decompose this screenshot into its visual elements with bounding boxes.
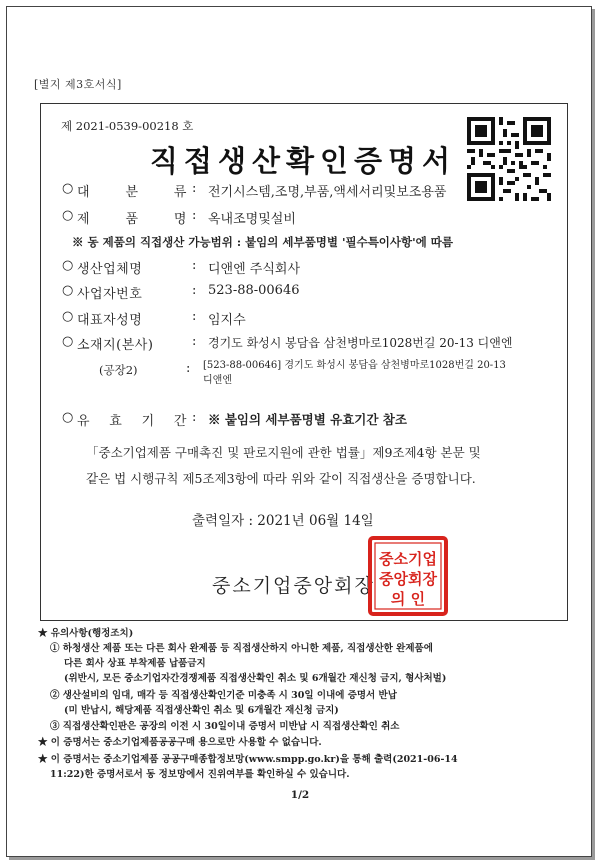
validity-value: ※ 붙임의 세부품명별 유효기간 참조 — [208, 412, 407, 427]
bullet: ○ — [62, 258, 74, 273]
document-title: 직접생산확인증명서 — [149, 144, 457, 178]
note-line: 다른 회사 상표 부착제품 납품금지 — [64, 658, 206, 669]
ceo-value: 임지수 — [208, 313, 246, 328]
company-value: 디앤엔 주식회사 — [208, 262, 301, 277]
category-value: 전기시스템,조명,부품,액세서리및보조용품 — [208, 185, 447, 200]
issuer-name: 중소기업중앙회장 — [212, 575, 375, 597]
note-line: ③ 직접생산확인판은 공장의 이전 시 30일이내 증명서 미반납 시 직접생산확인 취소 — [50, 721, 400, 732]
bullet: ○ — [62, 334, 74, 349]
colon: : — [192, 334, 197, 349]
certification-text-line2: 같은 법 시행규칙 제5조제3항에 따라 위와 같이 직접생산을 증명합니다. — [86, 471, 476, 486]
note-line: (위반시, 모든 중소기업자간경쟁제품 직접생산확인 취소 및 6개월간 재신청 금지, 형사처벌) — [64, 673, 447, 684]
factory-label: (공장2) — [99, 363, 138, 377]
business-number-value: 523-88-00646 — [208, 283, 300, 298]
product-label: 제 품 명 — [77, 212, 187, 227]
note-line: (미 반납시, 해당제품 직접생산확인 취소 및 6개월간 재신청 금지) — [64, 705, 339, 716]
bullet: ○ — [62, 309, 74, 324]
scope-note: ※ 동 제품의 직접생산 가능범위 : 붙임의 세부품명별 '필수특이사항'에 따름 — [72, 235, 453, 249]
form-label: [별지 제3호서식] — [34, 78, 122, 91]
company-label: 생산업체명 — [77, 262, 143, 277]
bullet: ○ — [62, 208, 74, 223]
notes-heading: ★ 유의사항(행정조치) — [38, 628, 134, 639]
note-line: ① 하청생산 제품 또는 다른 회사 완제품 등 직접생산하지 아니한 제품, 직접생산한 완제품에 — [50, 643, 433, 654]
colon: : — [192, 208, 197, 223]
certificate-number: 제 2021-0539-00218 호 — [61, 119, 194, 133]
note-line: 11:22)한 증명서로서 동 정보망에서 진위여부를 확인하실 수 있습니다. — [50, 769, 350, 780]
note-line: ★ 이 증명서는 중소기업제품 공공구매종합정보망(www.smpp.go.kr)을 통해 출력(2021-06-14 — [38, 754, 458, 765]
seal-text-line2: 중앙회장 — [379, 570, 437, 588]
note-line: ★ 이 증명서는 중소기업제품공공구매 용으로만 사용할 수 없습니다. — [38, 737, 322, 748]
seal-text-line3: 의 인 — [390, 590, 426, 608]
bullet: ○ — [62, 181, 74, 196]
category-label: 대 분 류 — [77, 185, 187, 200]
page-number: 1/2 — [290, 789, 310, 801]
hq-value: 경기도 화성시 봉담읍 삼천병마로1028번길 20-13 디앤엔 — [208, 336, 513, 350]
ceo-label: 대표자성명 — [77, 313, 143, 328]
factory-value-line2: 디앤엔 — [203, 375, 232, 386]
bullet: ○ — [62, 410, 74, 425]
validity-label: 유 효 기 간 — [77, 414, 187, 429]
certification-text-line1: 「중소기업제품 구매촉진 및 판로지원에 관한 법률」제9조제4항 본문 및 — [86, 445, 481, 460]
colon: : — [192, 181, 197, 196]
factory-value-line1: [523-88-00646] 경기도 화성시 봉담읍 삼천병마로1028번길 20-13 — [203, 360, 506, 371]
colon: : — [192, 309, 197, 324]
colon: : — [186, 361, 191, 376]
note-line: ② 생산설비의 임대, 매각 등 직접생산확인기준 미충족 시 30일 이내에 증명서 반납 — [50, 690, 397, 701]
seal-text-line1: 중소기업 — [379, 550, 437, 568]
colon: : — [192, 258, 197, 273]
product-value: 옥내조명및설비 — [208, 212, 296, 227]
colon: : — [192, 283, 197, 298]
bullet: ○ — [62, 283, 74, 298]
business-number-label: 사업자번호 — [77, 287, 143, 302]
colon: : — [192, 410, 197, 425]
print-date: 출력일자 : 2021년 06월 14일 — [192, 513, 374, 529]
official-seal-icon — [368, 536, 448, 616]
hq-label: 소재지(본사) — [77, 338, 154, 353]
